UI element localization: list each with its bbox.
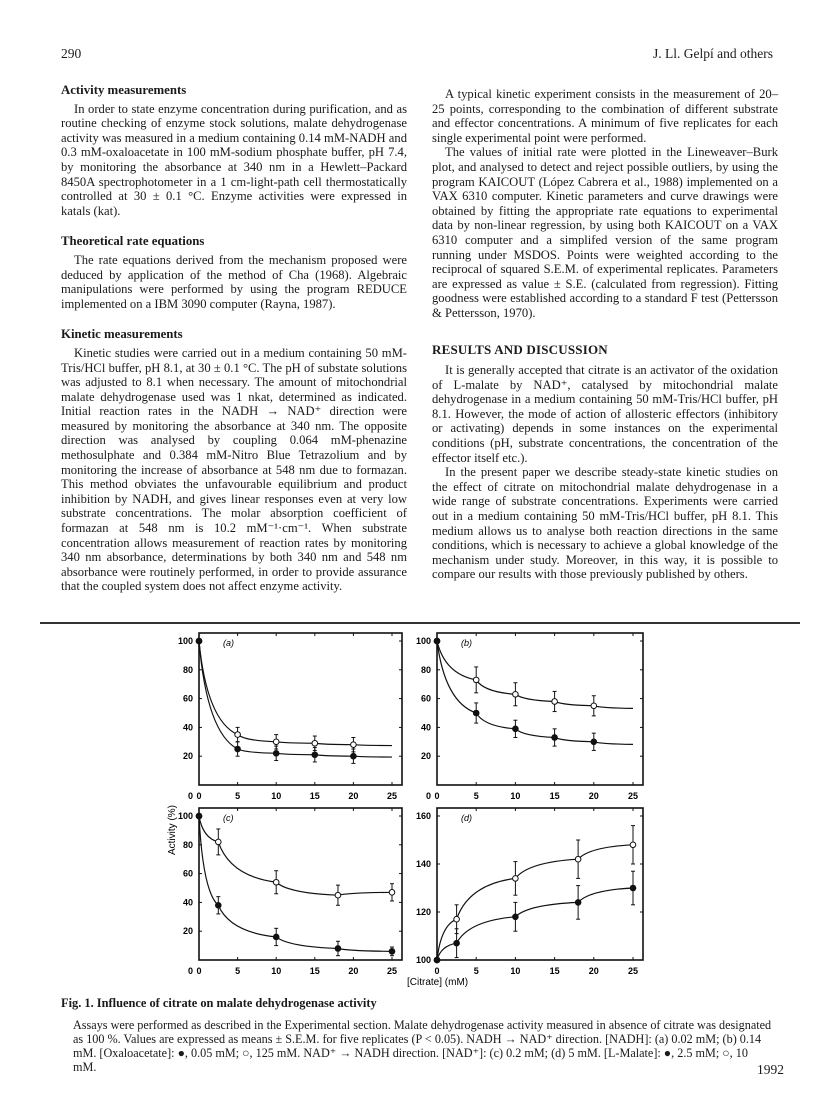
open-circle-marker xyxy=(335,892,341,898)
filled-circle-marker xyxy=(513,726,519,732)
svg-text:40: 40 xyxy=(420,722,431,733)
svg-text:120: 120 xyxy=(415,907,431,917)
open-circle-marker xyxy=(630,842,636,848)
filled-circle-marker xyxy=(312,752,318,758)
filled-circle-marker xyxy=(335,946,341,952)
filled-circle-marker xyxy=(273,934,279,940)
svg-text:0: 0 xyxy=(187,966,193,976)
open-circle-marker xyxy=(235,732,241,738)
svg-text:5: 5 xyxy=(473,966,479,976)
open-circle-marker xyxy=(312,740,318,746)
paragraph: In order to state enzyme concentration during purification, and as routine checking of enzyme stock solutions, malate dehydrogenase activity was measured in a medium containing 0.14 mM-NADH and 0.3 mM-oxaloacetate in 100 mM-sodium phosphate buffer, pH 7.4, by monitoring the absorbance at 340 nm in a Hewlett–Packard 8450A spectrophotometer in a 1 cm-light-path cell thermostatically controlled at 30 ± 0.1 °C. Enzyme activities were expressed in katals (kat). xyxy=(61,101,407,218)
svg-text:(b): (b) xyxy=(461,638,472,648)
filled-circle-marker xyxy=(575,900,581,906)
svg-text:15: 15 xyxy=(549,791,560,801)
filled-circle-marker xyxy=(216,902,222,908)
filled-circle-marker xyxy=(434,638,440,644)
svg-text:0: 0 xyxy=(196,791,202,801)
footer-year: 1992 xyxy=(757,1062,784,1077)
svg-text:0: 0 xyxy=(196,966,202,976)
open-circle-marker xyxy=(454,916,460,922)
section-heading: Activity measurements xyxy=(61,83,187,97)
svg-text:5: 5 xyxy=(473,791,479,801)
paragraph: Kinetic studies were carried out in a medium containing 50 mM-Tris/HCl buffer, pH 8.1, at 30 ± 0.1 °C. The pH of substate solutions was adjusted to 8.1 when necessary. The amount of mitochondrial malate dehydrogenase used was 1 nkat, determined as indicated. Initial reaction rates in the NADH → NAD⁺ direction were measured by monitoring the absorbance at 340 nm. The opposite direction was analysed by coupling 0.064 mM-phenazine methosulphate and 0.384 mM-Nitro Blue Tetrazolium and by monitoring the increase of absorbance at 548 nm due to formazan. This method obviates the unfavourable equilibrium and product inhibition by NADH, and gives linear responses even at very low substrate concentrations. The molar absorption coefficient of formazan at 548 nm is 10.2 mM⁻¹·cm⁻¹. When substrate concentration allows measurement of reaction rates by monitoring 340 nm absorbance, determinations by both 340 nm and 548 nm absorbance were routinely performed, in order to provide assurance that the coupled system does not affect enzyme activity. xyxy=(61,345,407,594)
svg-text:15: 15 xyxy=(549,966,560,976)
paragraph: It is generally accepted that citrate is an activator of the oxidation of L-malate by NAD⁺, catalysed by mitochondrial malate dehydrogenase in a medium containing 50 mM-Tris/HCl buffer, pH 8.1. However, the mode of action of allosteric effectors (inhibitory or activating) depends in some instances on the experimental conditions (pH, substrate concentrations, the concentration of the effector itself etc.). xyxy=(432,363,778,465)
svg-text:0: 0 xyxy=(434,791,440,801)
svg-text:25: 25 xyxy=(386,791,398,801)
filled-circle-marker xyxy=(552,735,558,741)
svg-text:40: 40 xyxy=(182,722,193,733)
open-circle-marker xyxy=(351,742,357,748)
svg-text:(a): (a) xyxy=(223,638,234,648)
filled-circle-marker xyxy=(273,751,279,757)
svg-text:20: 20 xyxy=(182,926,193,937)
svg-text:0: 0 xyxy=(434,966,440,976)
svg-text:40: 40 xyxy=(182,897,193,908)
page-number: 290 xyxy=(61,46,82,61)
open-circle-marker xyxy=(513,691,519,697)
svg-text:10: 10 xyxy=(510,966,521,976)
svg-text:100: 100 xyxy=(415,636,431,646)
svg-text:100: 100 xyxy=(177,811,193,821)
filled-circle-marker xyxy=(513,914,519,920)
filled-circle-marker xyxy=(196,638,202,644)
open-circle-marker xyxy=(513,876,519,882)
results-heading: RESULTS AND DISCUSSION xyxy=(432,341,608,357)
svg-text:20: 20 xyxy=(420,751,431,762)
chart-panel-a xyxy=(178,633,402,801)
paragraph: The rate equations derived from the mechanism proposed were deduced by application of the method of Cha (1968). Algebraic manipulations were performed by using the program REDUCE implemented on a IBM 3090 computer (Rayna, 1987). xyxy=(61,252,407,311)
svg-text:60: 60 xyxy=(182,693,193,704)
svg-text:60: 60 xyxy=(420,693,431,704)
svg-text:0: 0 xyxy=(425,791,431,801)
section-heading: Theoretical rate equations xyxy=(61,234,205,249)
svg-text:100: 100 xyxy=(177,636,193,646)
svg-text:20: 20 xyxy=(348,966,359,976)
svg-text:25: 25 xyxy=(386,966,398,976)
svg-text:10: 10 xyxy=(271,966,282,976)
svg-text:80: 80 xyxy=(182,839,193,850)
running-head: J. Ll. Gelpí and others xyxy=(653,46,773,61)
open-circle-marker xyxy=(591,703,597,709)
open-circle-marker xyxy=(273,879,279,885)
y-axis-label: Activity (%) xyxy=(167,805,178,855)
svg-text:25: 25 xyxy=(627,966,639,976)
open-circle-marker xyxy=(552,699,558,705)
chart-panel-c xyxy=(178,808,402,976)
svg-text:5: 5 xyxy=(235,791,241,801)
open-circle-marker xyxy=(273,739,279,745)
svg-text:(d): (d) xyxy=(461,813,472,823)
paragraph: A typical kinetic experiment consists in the measurement of 20–25 points, corresponding to the combination of different substrate and effector concentrations. A minimum of five replicates for each single experimental point were performed. xyxy=(432,87,778,145)
svg-text:80: 80 xyxy=(182,664,193,675)
open-circle-marker xyxy=(389,890,395,896)
svg-text:80: 80 xyxy=(420,664,431,675)
filled-circle-marker xyxy=(473,710,479,716)
svg-text:60: 60 xyxy=(182,868,193,879)
filled-circle-marker xyxy=(235,746,241,752)
filled-circle-marker xyxy=(389,949,395,955)
open-circle-marker xyxy=(473,677,479,683)
svg-text:0: 0 xyxy=(187,791,193,801)
svg-text:140: 140 xyxy=(415,859,431,869)
svg-text:20: 20 xyxy=(588,966,599,976)
filled-circle-marker xyxy=(196,813,202,819)
svg-text:10: 10 xyxy=(510,791,521,801)
svg-text:100: 100 xyxy=(415,955,431,965)
svg-text:15: 15 xyxy=(309,791,320,801)
paragraph: The values of initial rate were plotted in the Lineweaver–Burk plot, and analysed to detect and reject possible outliers, by using the program KAICOUT (López Cabrera et al., 1988) implemented on a VAX 6310 computer. Kinetic parameters and curve drawings were obtained by fitting the appropriate rate equations to experimental data by non-linear regression, by using both KAICOUT on a VAX 6310 computer and a simplifed version of the same program running under MSDOS. Points were weighted according to the reciprocal of squared S.E.M. of experimental replicates. Parameters are expressed as value ± S.E. (calculated from regression). Fitting goodness were established according to a standard F test (Pettersson & Pettersson, 1970). xyxy=(432,145,778,320)
filled-circle-marker xyxy=(434,957,440,963)
filled-circle-marker xyxy=(630,885,636,891)
filled-circle-marker xyxy=(351,753,357,759)
filled-circle-marker xyxy=(591,739,597,745)
open-circle-marker xyxy=(216,839,222,845)
figure-caption-body: Assays were performed as described in the Experimental section. Malate dehydrogenase activity measured in absence of citrate was designated as 100 %. Values are expressed as means ± S.E.M. for five replicates (P < 0.05). NADH → NAD⁺ direction. [NADH]: (a) 0.02 mM; (b) 0.14 mM. [Oxaloacetate]: ●, 0.05 mM; ○, 125 mM. NAD⁺ → NADH direction. [NAD⁺]: (c) 0.2 mM; (d) 5 mM. [L-Malate]: ●, 2.5 mM; ○, 10 mM. xyxy=(73,1018,772,1074)
svg-text:5: 5 xyxy=(235,966,241,976)
filled-circle-marker xyxy=(454,940,460,946)
svg-text:(c): (c) xyxy=(223,813,234,823)
svg-text:20: 20 xyxy=(182,751,193,762)
svg-text:160: 160 xyxy=(415,811,431,821)
svg-text:15: 15 xyxy=(309,966,320,976)
open-circle-marker xyxy=(575,856,581,862)
chart-panel-d xyxy=(416,808,643,976)
svg-text:25: 25 xyxy=(627,791,639,801)
svg-text:20: 20 xyxy=(588,791,599,801)
chart-panel-b xyxy=(416,633,643,801)
svg-text:10: 10 xyxy=(271,791,282,801)
figure-caption-title: Fig. 1. Influence of citrate on malate dehydrogenase activity xyxy=(61,996,377,1010)
figure-panels xyxy=(178,633,643,976)
svg-text:20: 20 xyxy=(348,791,359,801)
paragraph: In the present paper we describe steady-state kinetic studies on the effect of citrate on mitochondrial malate dehydrogenase in a wide range of substrate concentrations. Experiments were carried out in a medium containing 50 mM-Tris/HCl buffer, pH 8.1. This medium allows us to analyse both reaction directions in the same conditions, which is necessary to achieve a global knowledge of the mechanism under study. Moreover, in this way, it is possible to compare our results with those previously published by others. xyxy=(432,465,778,582)
x-axis-label: [Citrate] (mM) xyxy=(407,977,469,988)
section-heading: Kinetic measurements xyxy=(61,327,183,342)
